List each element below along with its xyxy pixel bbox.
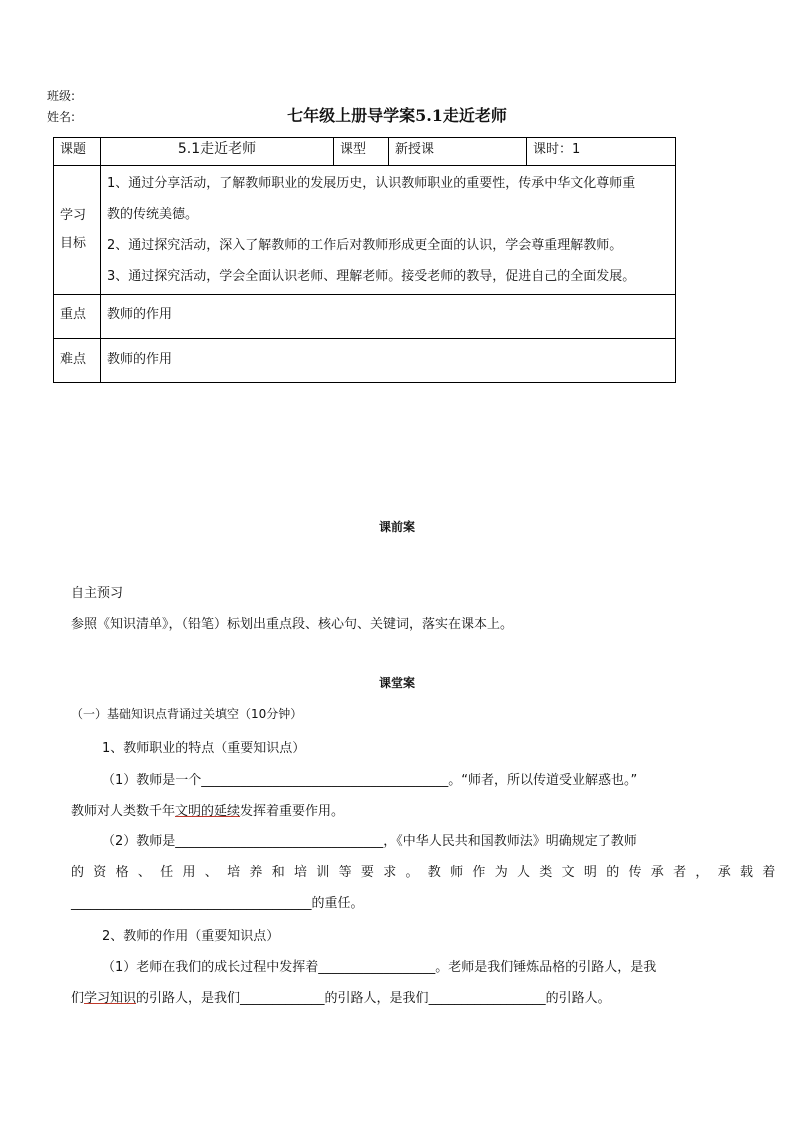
text-segment: 发挥着重要作用。 [240, 804, 345, 819]
key-point-label: 重点 [54, 295, 101, 339]
difficulty-value: 教师的作用 [101, 339, 676, 383]
item-1-2-text-b: ，《中华人民共和国教师法》明确规定了教师 [383, 834, 637, 849]
item-1-1-line [102, 769, 637, 788]
fill-blank[interactable]: __________________ [428, 991, 546, 1006]
goal-line: 2、通过探究活动，深入了解教师的工作后对教师形成更全面的认识，学会尊重理解教师。 [107, 238, 623, 253]
item-1-title: 1、教师职业的特点（重要知识点） [102, 741, 306, 756]
in-class-heading: 课堂案 [378, 676, 415, 690]
item-1-2-line-3 [71, 892, 364, 911]
item-2-title: 2、教师的作用（重要知识点） [102, 929, 280, 944]
page-title: 七年级上册导学案5.1走近老师 [287, 106, 507, 125]
item-1-2-text-a: （2）教师是 [102, 834, 176, 849]
goal-line: 教的传统美德。 [107, 207, 199, 222]
item-1-1-continued [71, 800, 344, 819]
type-value: 新授课 [389, 138, 527, 166]
fill-blank[interactable]: ______________________________________ [201, 773, 449, 788]
fill-blank[interactable]: _____________________________________ [71, 896, 312, 911]
item-2-1-continued [71, 987, 611, 1006]
goals-label-line-1: 学习 [60, 208, 87, 223]
item-1-1-text-a: （1）教师是一个 [102, 773, 202, 788]
hours-value: 课时：1 [527, 138, 676, 166]
text-segment: 的引路人。 [545, 991, 611, 1006]
goal-line: 3、通过探究活动，学会全面认识老师、理解老师。接受老师的教导，促进自己的全面发展。 [107, 269, 636, 284]
lesson-info-table [53, 137, 676, 383]
goals-content [101, 166, 676, 295]
item-1-2-line [102, 830, 637, 849]
class-label: 班级: [47, 89, 76, 103]
text-segment: 的引路人，是我们 [136, 991, 241, 1006]
difficulty-label: 难点 [54, 339, 101, 383]
pre-class-heading: 课前案 [378, 520, 415, 534]
text-segment: 们 [71, 991, 85, 1006]
pre-class-instruction: 参照《知识清单》，（铅笔）标划出重点段、核心句、关键词，落实在课本上。 [71, 617, 514, 632]
key-point-value: 教师的作用 [101, 295, 676, 339]
fill-blank[interactable]: _____________ [240, 991, 325, 1006]
underlined-term: 学习知识 [84, 991, 137, 1006]
item-2-1-text-b: 。老师是我们锤炼品格的引路人，是我 [435, 960, 657, 975]
goals-label-line-2: 目标 [60, 236, 87, 251]
underlined-term: 文明的延续 [175, 804, 241, 819]
topic-label: 课题 [54, 138, 101, 166]
item-2-1-text-a: （1）老师在我们的成长过程中发挥着 [102, 960, 319, 975]
fill-blank[interactable]: __________________ [318, 960, 436, 975]
goal-line: 1、通过分享活动，了解教师职业的发展历史，认识教师职业的重要性，传承中华文化尊师重 [107, 176, 636, 191]
item-2-1-line [102, 956, 656, 975]
fill-blank[interactable]: ________________________________ [175, 834, 384, 849]
text-segment: 的重任。 [311, 896, 364, 911]
type-label: 课型 [334, 138, 389, 166]
name-label: 姓名: [47, 110, 76, 124]
text-segment: 的引路人，是我们 [324, 991, 429, 1006]
item-1-1-text-b: 。“师者，所以传道受业解惑也。” [448, 773, 638, 788]
topic-value: 5.1走近老师 [101, 138, 334, 166]
self-study-subheading: 自主预习 [71, 586, 124, 601]
goals-label [54, 166, 101, 295]
section-1-title: （一）基础知识点背诵过关填空（10分钟） [71, 707, 303, 721]
text-segment: 教师对人类数千年 [71, 804, 176, 819]
item-1-2-line-2: 的资格、任用、培养和培训等要求。教师作为人类文明的传承者，承载着 [71, 865, 785, 880]
